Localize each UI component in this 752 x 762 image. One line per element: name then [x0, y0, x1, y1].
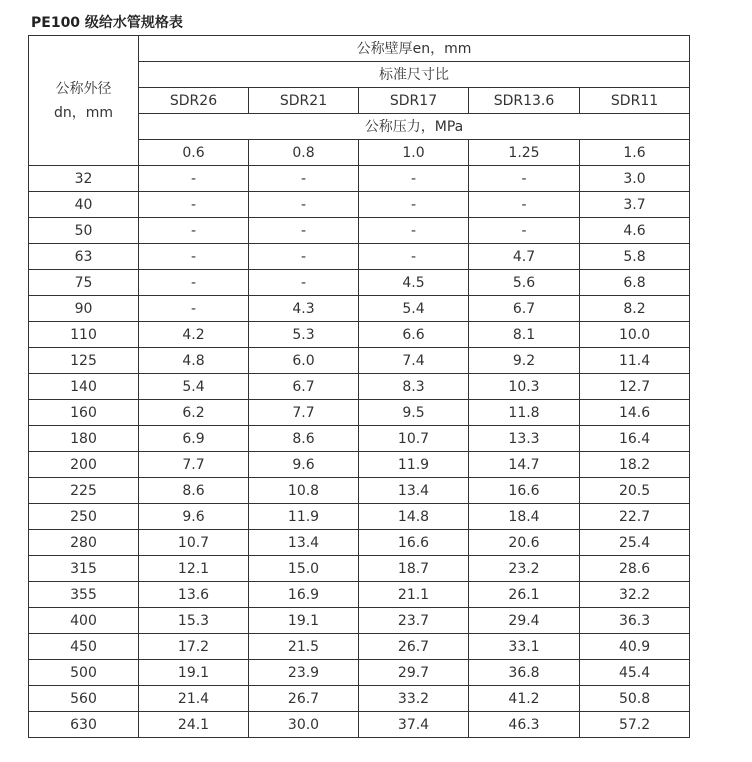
pressure-header-cell: 1.25: [469, 140, 580, 166]
wall-thickness-cell: 5.4: [139, 374, 249, 400]
table-row: [29, 712, 690, 738]
wall-thickness-cell: 23.2: [469, 556, 580, 582]
table-row: [29, 296, 690, 322]
dn-cell: 450: [29, 634, 139, 660]
dn-cell: 180: [29, 426, 139, 452]
table-row: [29, 426, 690, 452]
spec-table: [28, 35, 690, 738]
wall-thickness-cell: 5.3: [249, 322, 359, 348]
wall-thickness-cell: 10.8: [249, 478, 359, 504]
dn-cell: 500: [29, 660, 139, 686]
dn-header-cell: [29, 36, 139, 166]
table-row: [29, 218, 690, 244]
wall-thickness-cell: 46.3: [469, 712, 580, 738]
wall-thickness-cell: 13.3: [469, 426, 580, 452]
wall-thickness-cell: 12.1: [139, 556, 249, 582]
wall-thickness-cell: 5.4: [359, 296, 469, 322]
wall-thickness-cell: 4.8: [139, 348, 249, 374]
wall-thickness-cell: 14.8: [359, 504, 469, 530]
dn-cell: 75: [29, 270, 139, 296]
sdr-header-cell: SDR13.6: [469, 88, 580, 114]
wall-thickness-cell: 13.4: [249, 530, 359, 556]
wall-thickness-cell: 29.4: [469, 608, 580, 634]
wall-thickness-cell: 19.1: [139, 660, 249, 686]
wall-thickness-cell: 8.6: [249, 426, 359, 452]
wall-thickness-cell: -: [139, 192, 249, 218]
wall-thickness-cell: 18.2: [580, 452, 690, 478]
wall-thickness-cell: 12.7: [580, 374, 690, 400]
wall-thickness-cell: 7.7: [139, 452, 249, 478]
wall-thickness-cell: 26.1: [469, 582, 580, 608]
wall-thickness-cell: -: [139, 166, 249, 192]
pressure-header-cell: 0.8: [249, 140, 359, 166]
wall-thickness-cell: 37.4: [359, 712, 469, 738]
wall-thickness-cell: -: [139, 244, 249, 270]
sdr-header-cell: SDR21: [249, 88, 359, 114]
table-body: [29, 36, 690, 738]
wall-thickness-cell: 36.3: [580, 608, 690, 634]
wall-thickness-cell: 23.9: [249, 660, 359, 686]
wall-thickness-cell: 40.9: [580, 634, 690, 660]
wall-thickness-header: 公称壁厚en，mm: [139, 36, 690, 62]
wall-thickness-cell: -: [469, 166, 580, 192]
wall-thickness-cell: 10.3: [469, 374, 580, 400]
wall-thickness-cell: 6.9: [139, 426, 249, 452]
wall-thickness-cell: 25.4: [580, 530, 690, 556]
wall-thickness-cell: 6.6: [359, 322, 469, 348]
wall-thickness-cell: 4.6: [580, 218, 690, 244]
wall-thickness-cell: 21.4: [139, 686, 249, 712]
wall-thickness-cell: 6.8: [580, 270, 690, 296]
wall-thickness-cell: 15.3: [139, 608, 249, 634]
wall-thickness-cell: -: [469, 218, 580, 244]
wall-thickness-cell: 5.8: [580, 244, 690, 270]
wall-thickness-cell: 18.4: [469, 504, 580, 530]
wall-thickness-cell: 45.4: [580, 660, 690, 686]
page-title: PE100 级给水管规格表: [31, 15, 183, 31]
dn-cell: 160: [29, 400, 139, 426]
table-row: [29, 322, 690, 348]
dn-cell: 400: [29, 608, 139, 634]
sdr-header-cell: SDR26: [139, 88, 249, 114]
wall-thickness-cell: 17.2: [139, 634, 249, 660]
dn-cell: 355: [29, 582, 139, 608]
wall-thickness-cell: -: [139, 296, 249, 322]
wall-thickness-cell: -: [359, 166, 469, 192]
dn-label: 公称外径: [55, 80, 112, 97]
table-row: [29, 660, 690, 686]
wall-thickness-cell: 7.4: [359, 348, 469, 374]
table-row: [29, 556, 690, 582]
wall-thickness-cell: 26.7: [359, 634, 469, 660]
table-row: [29, 166, 690, 192]
wall-thickness-cell: 10.7: [359, 426, 469, 452]
wall-thickness-cell: 4.5: [359, 270, 469, 296]
wall-thickness-cell: -: [139, 270, 249, 296]
wall-thickness-cell: 50.8: [580, 686, 690, 712]
wall-thickness-cell: 10.0: [580, 322, 690, 348]
table-row: [29, 244, 690, 270]
wall-thickness-cell: 16.6: [469, 478, 580, 504]
table-row: [29, 452, 690, 478]
wall-thickness-cell: 9.6: [249, 452, 359, 478]
table-row: [29, 348, 690, 374]
wall-thickness-cell: 16.4: [580, 426, 690, 452]
wall-thickness-cell: 11.8: [469, 400, 580, 426]
wall-thickness-cell: 20.5: [580, 478, 690, 504]
dn-cell: 560: [29, 686, 139, 712]
wall-thickness-cell: 14.6: [580, 400, 690, 426]
wall-thickness-cell: -: [359, 244, 469, 270]
pressure-label-header: 公称压力，MPa: [139, 114, 690, 140]
dn-cell: 225: [29, 478, 139, 504]
wall-thickness-cell: 9.2: [469, 348, 580, 374]
wall-thickness-cell: 8.3: [359, 374, 469, 400]
wall-thickness-cell: 57.2: [580, 712, 690, 738]
table-row: [29, 530, 690, 556]
dn-cell: 200: [29, 452, 139, 478]
wall-thickness-cell: 3.0: [580, 166, 690, 192]
pressure-header-cell: 1.0: [359, 140, 469, 166]
sdr-header-cell: SDR17: [359, 88, 469, 114]
wall-thickness-cell: -: [359, 192, 469, 218]
wall-thickness-cell: 5.6: [469, 270, 580, 296]
table-row: [29, 478, 690, 504]
wall-thickness-cell: 21.5: [249, 634, 359, 660]
wall-thickness-cell: -: [249, 218, 359, 244]
dn-cell: 63: [29, 244, 139, 270]
wall-thickness-cell: 11.4: [580, 348, 690, 374]
wall-thickness-cell: 7.7: [249, 400, 359, 426]
wall-thickness-cell: 16.9: [249, 582, 359, 608]
wall-thickness-cell: -: [249, 244, 359, 270]
wall-thickness-cell: 22.7: [580, 504, 690, 530]
wall-thickness-cell: 6.7: [469, 296, 580, 322]
dn-cell: 110: [29, 322, 139, 348]
wall-thickness-cell: 29.7: [359, 660, 469, 686]
dn-cell: 90: [29, 296, 139, 322]
dn-cell: 125: [29, 348, 139, 374]
wall-thickness-cell: 4.3: [249, 296, 359, 322]
table-row: [29, 608, 690, 634]
pressure-header-cell: 1.6: [580, 140, 690, 166]
wall-thickness-cell: 11.9: [249, 504, 359, 530]
dn-cell: 50: [29, 218, 139, 244]
wall-thickness-cell: 30.0: [249, 712, 359, 738]
dn-unit: dn，mm: [53, 104, 114, 121]
table-row: [29, 504, 690, 530]
wall-thickness-cell: 6.7: [249, 374, 359, 400]
dn-cell: 140: [29, 374, 139, 400]
wall-thickness-cell: 8.1: [469, 322, 580, 348]
wall-thickness-cell: 4.7: [469, 244, 580, 270]
wall-thickness-cell: 20.6: [469, 530, 580, 556]
wall-thickness-cell: 26.7: [249, 686, 359, 712]
header-row-wall: [29, 36, 690, 62]
sdr-label-header: 标准尺寸比: [139, 62, 690, 88]
wall-thickness-cell: 21.1: [359, 582, 469, 608]
wall-thickness-cell: 13.4: [359, 478, 469, 504]
wall-thickness-cell: 10.7: [139, 530, 249, 556]
dn-cell: 250: [29, 504, 139, 530]
table-row: [29, 192, 690, 218]
wall-thickness-cell: 32.2: [580, 582, 690, 608]
wall-thickness-cell: 13.6: [139, 582, 249, 608]
wall-thickness-cell: -: [359, 218, 469, 244]
wall-thickness-cell: 19.1: [249, 608, 359, 634]
wall-thickness-cell: 33.1: [469, 634, 580, 660]
dn-cell: 40: [29, 192, 139, 218]
wall-thickness-cell: 6.2: [139, 400, 249, 426]
table-row: [29, 400, 690, 426]
dn-cell: 32: [29, 166, 139, 192]
wall-thickness-cell: 28.6: [580, 556, 690, 582]
wall-thickness-cell: -: [469, 192, 580, 218]
table-row: [29, 270, 690, 296]
table-row: [29, 582, 690, 608]
table-row: [29, 374, 690, 400]
wall-thickness-cell: 11.9: [359, 452, 469, 478]
table-row: [29, 634, 690, 660]
wall-thickness-cell: 18.7: [359, 556, 469, 582]
wall-thickness-cell: 6.0: [249, 348, 359, 374]
sdr-header-cell: SDR11: [580, 88, 690, 114]
wall-thickness-cell: 15.0: [249, 556, 359, 582]
wall-thickness-cell: 9.5: [359, 400, 469, 426]
dn-cell: 280: [29, 530, 139, 556]
dn-cell: 315: [29, 556, 139, 582]
wall-thickness-cell: -: [249, 270, 359, 296]
table-row: [29, 686, 690, 712]
wall-thickness-cell: 36.8: [469, 660, 580, 686]
wall-thickness-cell: 16.6: [359, 530, 469, 556]
wall-thickness-cell: 14.7: [469, 452, 580, 478]
wall-thickness-cell: 23.7: [359, 608, 469, 634]
wall-thickness-cell: 33.2: [359, 686, 469, 712]
wall-thickness-cell: 8.6: [139, 478, 249, 504]
wall-thickness-cell: 41.2: [469, 686, 580, 712]
wall-thickness-cell: 9.6: [139, 504, 249, 530]
pressure-header-cell: 0.6: [139, 140, 249, 166]
wall-thickness-cell: 8.2: [580, 296, 690, 322]
wall-thickness-cell: -: [249, 166, 359, 192]
wall-thickness-cell: -: [249, 192, 359, 218]
dn-cell: 630: [29, 712, 139, 738]
wall-thickness-cell: 3.7: [580, 192, 690, 218]
wall-thickness-cell: -: [139, 218, 249, 244]
wall-thickness-cell: 4.2: [139, 322, 249, 348]
wall-thickness-cell: 24.1: [139, 712, 249, 738]
